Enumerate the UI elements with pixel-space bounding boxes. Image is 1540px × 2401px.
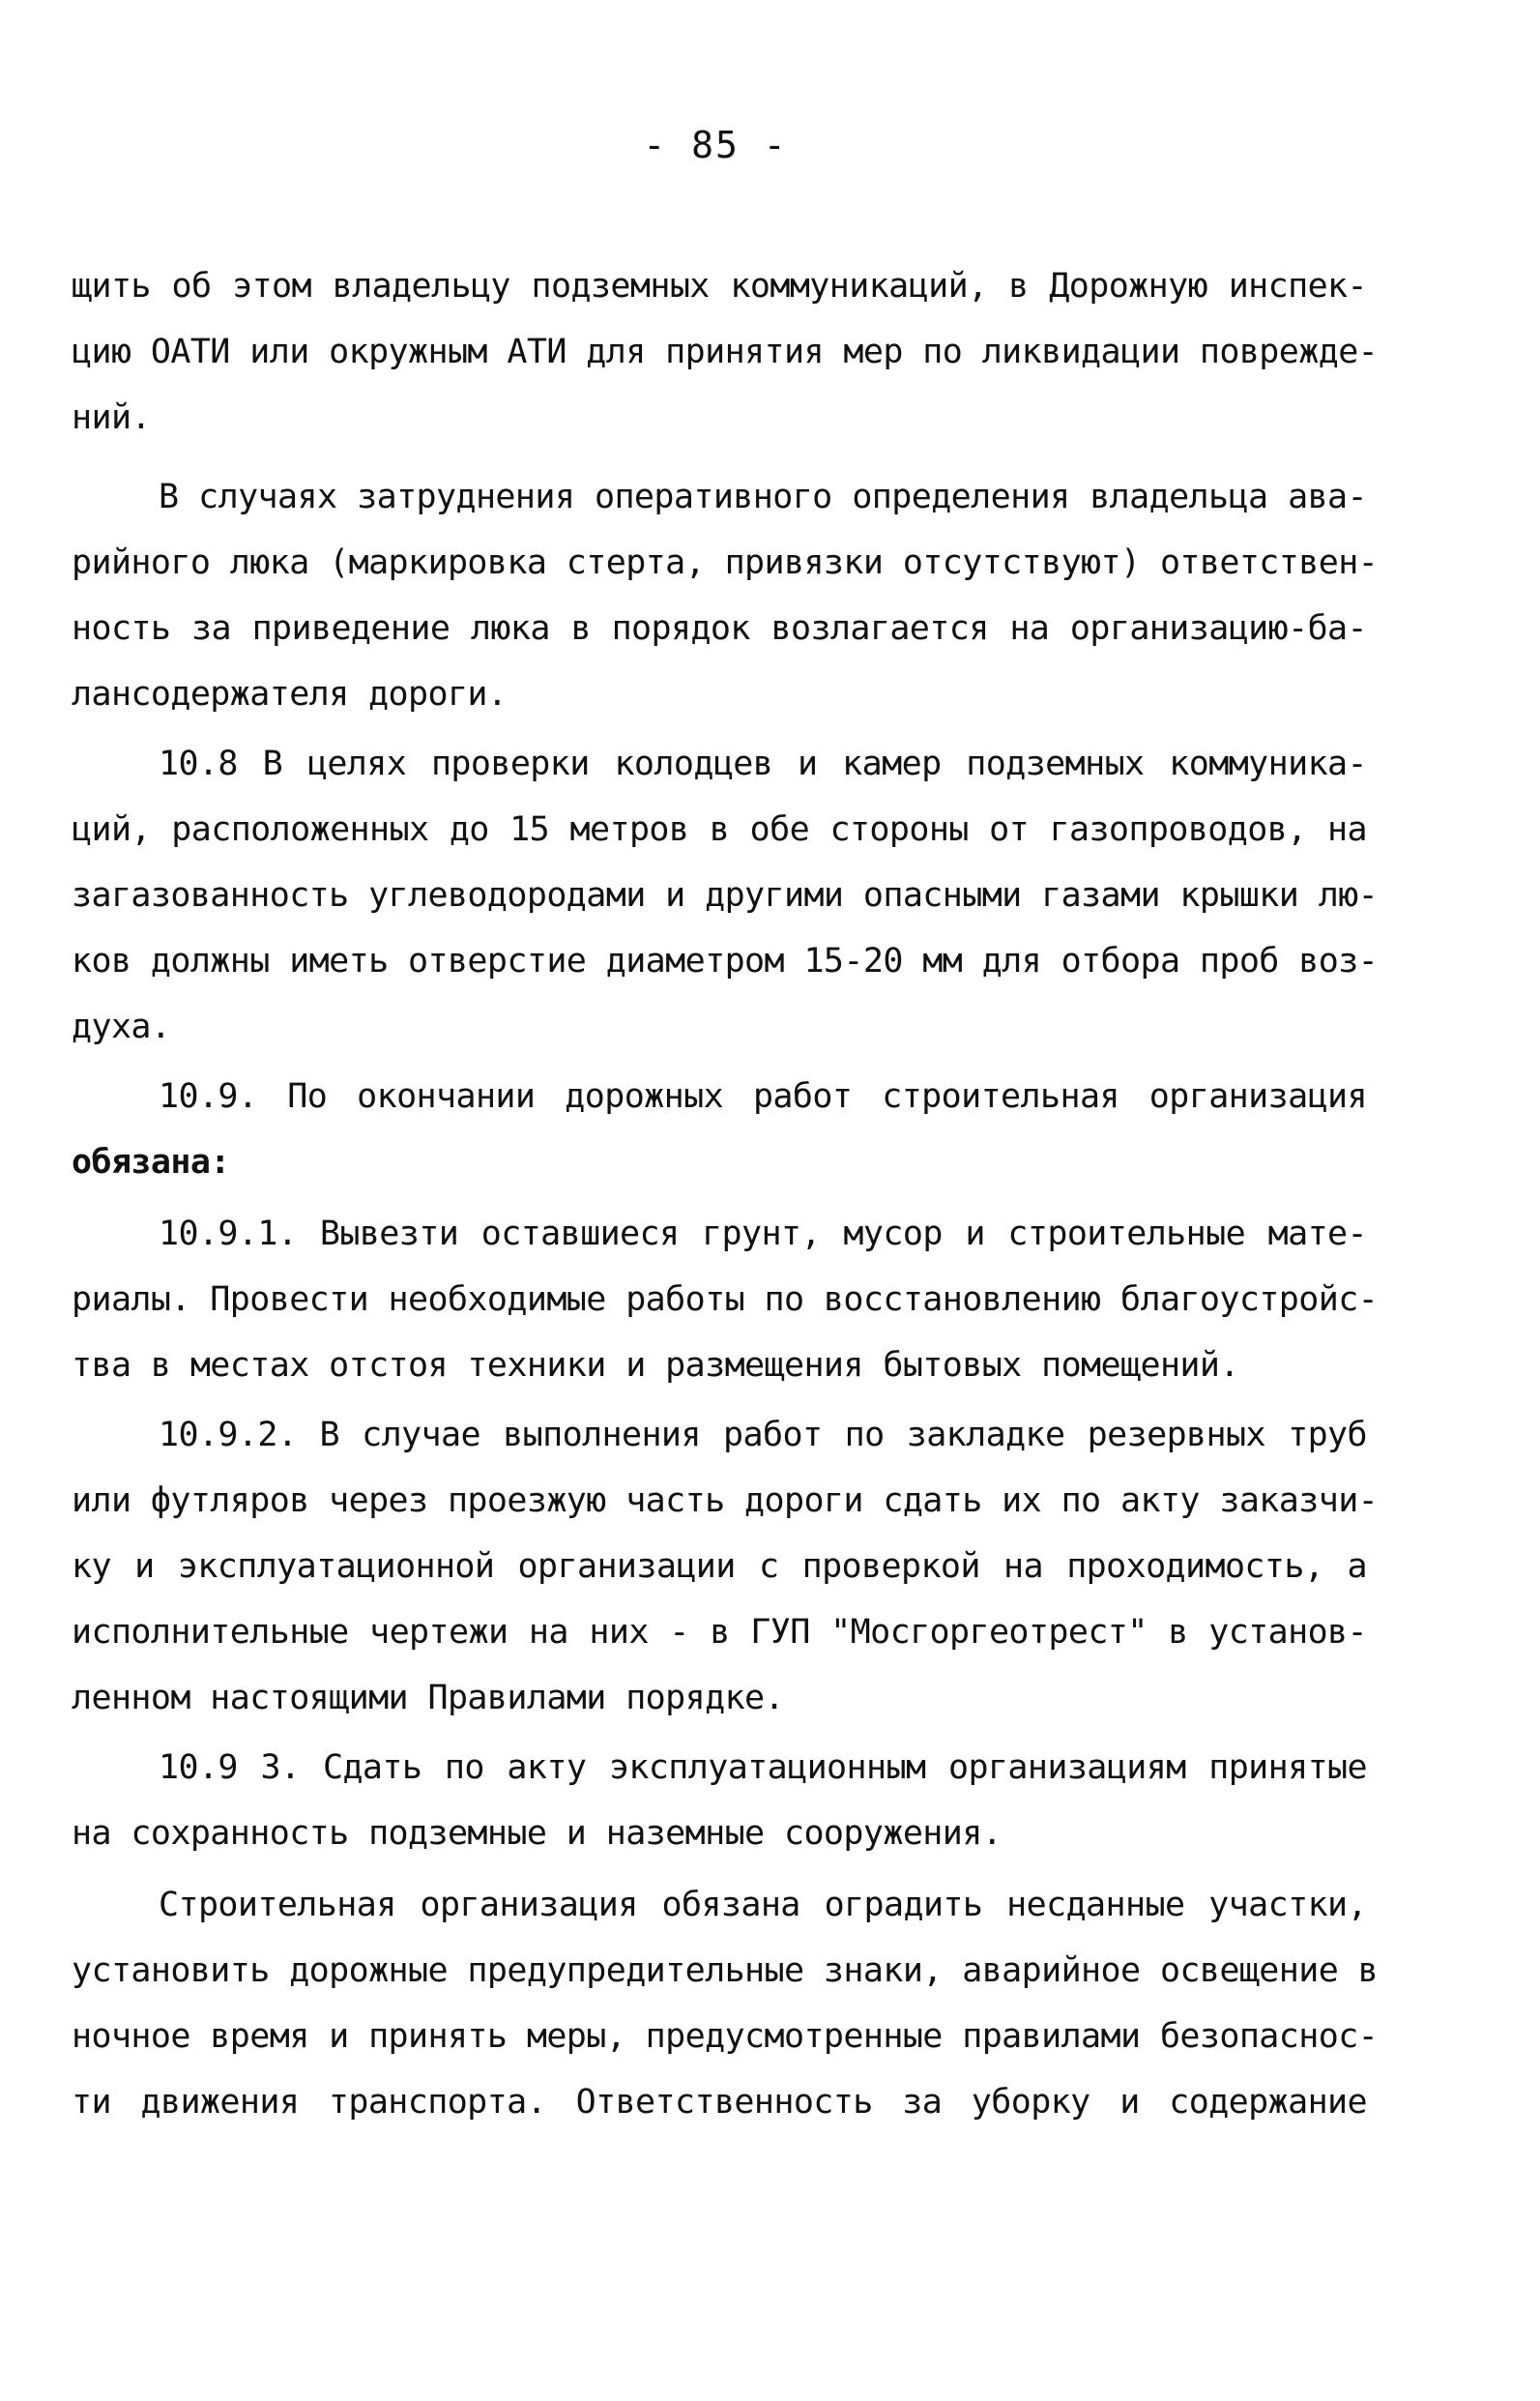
text-line: ков должны иметь отверстие диаметром 15-20 мм для отбора проб воз- <box>72 942 1379 981</box>
text-line: ций, расположенных до 15 метров в обе стороны от газопроводов, на <box>72 810 1367 849</box>
text-line: духа. <box>72 1008 171 1046</box>
text-line: 10.8 В целях проверки колодцев и камер подземных коммуника- <box>159 745 1367 783</box>
text-line: В случаях затруднения оперативного определения владельца ава- <box>159 478 1367 516</box>
body-text <box>72 253 1379 2135</box>
text-line: тва в местах отстоя техники и размещения бытовых помещений. <box>72 1346 1239 1385</box>
text-line: щить об этом владельцу подземных коммуникаций, в Дорожную инспек- <box>72 267 1367 306</box>
page-number: - 85 - <box>643 124 788 166</box>
text-line: 10.9.2. В случае выполнения работ по закладке резервных труб <box>159 1416 1367 1454</box>
text-line: 10.9 3. Сдать по акту эксплуатационным организациям принятые <box>159 1748 1367 1787</box>
text-line: на сохранность подземные и наземные сооружения. <box>72 1814 1002 1853</box>
text-line: ти движения транспорта. Ответственность за уборку и содержание <box>72 2083 1367 2122</box>
text-line: ний. <box>72 398 151 437</box>
text-line: 10.9.1. Вывезти оставшиеся грунт, мусор и строительные мате- <box>159 1215 1367 1253</box>
text-line: 10.9. По окончании дорожных работ строительная организация <box>159 1077 1367 1116</box>
text-line: загазованность углеводородами и другими опасными газами крышки лю- <box>72 876 1379 915</box>
text-line: исполнительные чертежи на них - в ГУП "Мосгоргеотрест" в установ- <box>72 1613 1367 1652</box>
text-line: обязана: <box>72 1143 230 1182</box>
text-line: ленном настоящими Правилами порядке. <box>72 1679 784 1717</box>
text-line: ку и эксплуатационной организации с проверкой на проходимость, а <box>72 1547 1367 1586</box>
text-line: цию ОАТИ или окружным АТИ для принятия мер по ликвидации поврежде- <box>72 333 1379 371</box>
text-line: риалы. Провести необходимые работы по восстановлению благоустройс- <box>72 1280 1379 1319</box>
text-line: Строительная организация обязана оградить несданные участки, <box>159 1886 1367 1924</box>
text-line: ночное время и принять меры, предусмотренные правилами безопаснос- <box>72 2017 1379 2056</box>
text-line: или футляров через проезжую часть дороги сдать их по акту заказчи- <box>72 1481 1379 1520</box>
text-line: ность за приведение люка в порядок возлагается на организацию-ба- <box>72 609 1367 648</box>
text-line: рийного люка (маркировка стерта, привязки отсутствуют) ответствен- <box>72 543 1379 582</box>
text-line: лансодержателя дороги. <box>72 675 508 714</box>
text-line: установить дорожные предупредительные знаки, аварийное освещение в <box>72 1951 1379 1990</box>
